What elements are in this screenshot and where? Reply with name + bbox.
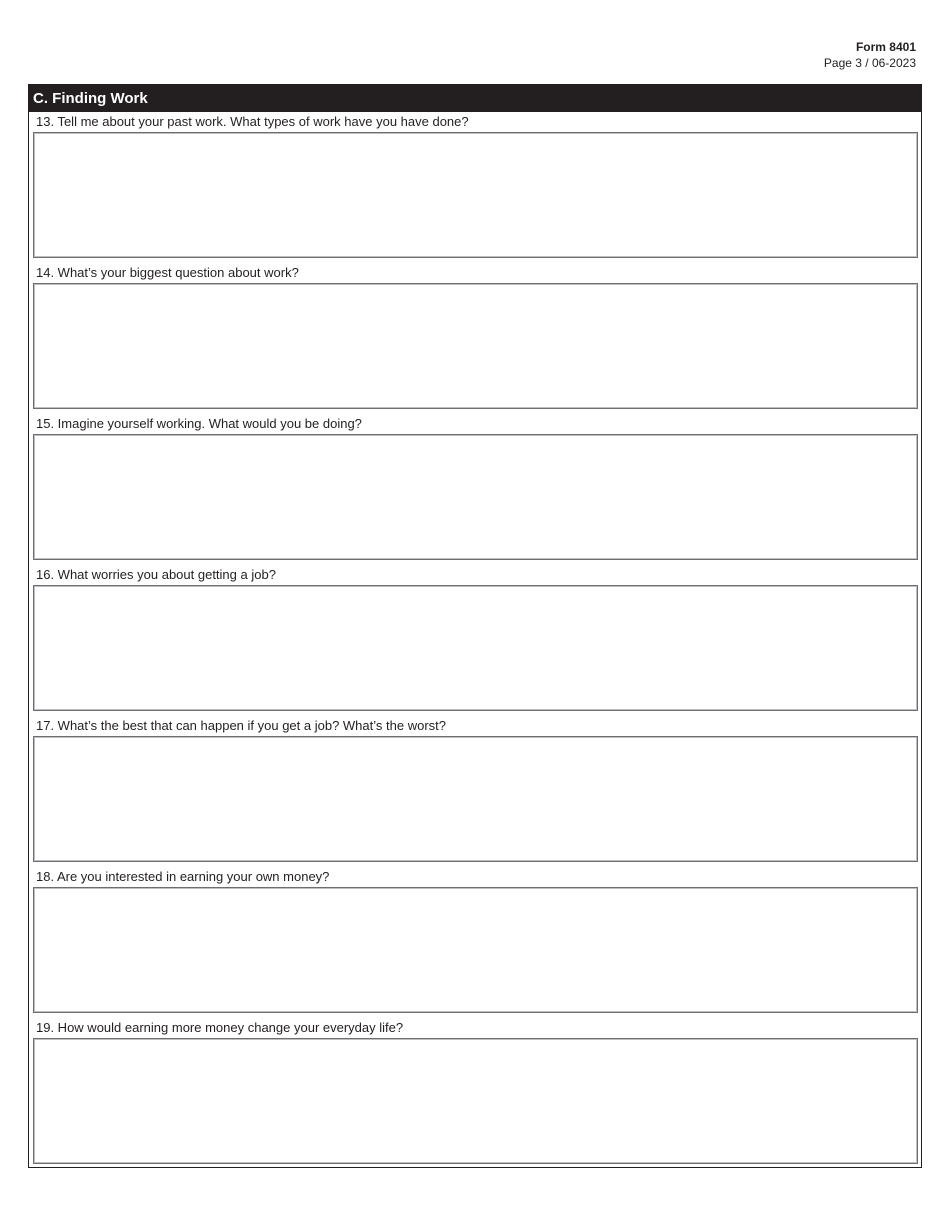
question-label: 16. What worries you about getting a job? — [36, 567, 276, 582]
question-label: 18. Are you interested in earning your own money? — [36, 869, 330, 884]
section-title: C. Finding Work — [29, 85, 921, 112]
answer-field-19[interactable] — [33, 1038, 918, 1164]
question-15 — [29, 414, 921, 565]
question-19 — [29, 1018, 921, 1169]
finding-work-section — [28, 84, 922, 1168]
question-14 — [29, 263, 921, 414]
question-label: 13. Tell me about your past work. What types of work have you have done? — [36, 114, 469, 129]
question-label: 15. Imagine yourself working. What would you be doing? — [36, 416, 362, 431]
answer-field-13[interactable] — [33, 132, 918, 258]
question-label: 19. How would earning more money change your everyday life? — [36, 1020, 404, 1035]
answer-field-18[interactable] — [33, 887, 918, 1013]
question-16 — [29, 565, 921, 716]
answer-field-17[interactable] — [33, 736, 918, 862]
question-18 — [29, 867, 921, 1018]
question-label: 17. What’s the best that can happen if you get a job? What’s the worst? — [36, 718, 446, 733]
answer-field-14[interactable] — [33, 283, 918, 409]
question-label: 14. What’s your biggest question about work? — [36, 265, 299, 280]
page-info: Page 3 / 06-2023 — [823, 56, 916, 70]
answer-field-15[interactable] — [33, 434, 918, 560]
form-number: Form 8401 — [855, 40, 916, 54]
question-17 — [29, 716, 921, 867]
answer-field-16[interactable] — [33, 585, 918, 711]
form-header — [824, 39, 916, 71]
question-list — [29, 112, 921, 1169]
question-13 — [29, 112, 921, 263]
